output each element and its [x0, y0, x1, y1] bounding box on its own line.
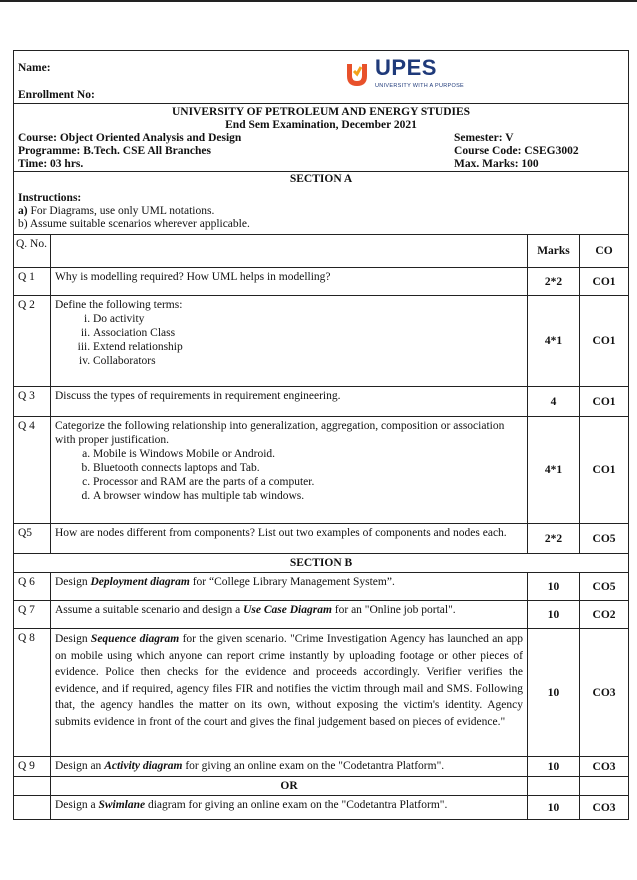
university-title: UNIVERSITY OF PETROLEUM AND ENERGY STUDIES: [171, 106, 471, 118]
section-b-row: [14, 554, 629, 573]
question-marks: 10: [528, 573, 580, 601]
question-marks: 4*1: [528, 296, 580, 387]
question-number: Q 1: [14, 268, 51, 296]
question-co: CO5: [580, 573, 629, 601]
question-text: Design a Swimlane diagram for giving an online exam on the "Codetantra Platform".: [51, 796, 528, 820]
list-item: b. Bluetooth connects laptops and Tab.: [93, 461, 523, 475]
question-row-q6: [14, 573, 629, 601]
q-no-header: Q. No.: [16, 238, 47, 250]
question-marks: 2*2: [528, 268, 580, 296]
upes-shield-icon: [345, 62, 369, 88]
question-number: Q 2: [14, 296, 51, 387]
list-item: a. Mobile is Windows Mobile or Android.: [93, 447, 523, 461]
question-co: CO1: [580, 296, 629, 387]
logo-tagline: UNIVERSITY WITH A PURPOSE: [375, 83, 465, 89]
or-row: [14, 777, 629, 796]
question-text: Design an Activity diagram for giving an online exam on the "Codetantra Platform".: [51, 757, 528, 777]
list-item: iv. Collaborators: [93, 354, 523, 368]
top-rule: [0, 0, 637, 2]
max-marks-label: Max. Marks: 100: [454, 158, 539, 170]
upes-logo: [345, 57, 464, 93]
logo-text: UPES: [375, 55, 437, 80]
enrollment-label: Enrollment No:: [18, 89, 95, 101]
question-row-q9: [14, 757, 629, 777]
exam-paper: [13, 50, 628, 820]
question-co: CO3: [580, 629, 629, 757]
question-marks: 10: [528, 796, 580, 820]
question-text: Discuss the types of requirements in requirement engineering.: [51, 387, 528, 417]
section-b-heading: SECTION B: [14, 554, 629, 573]
question-marks: 10: [528, 601, 580, 629]
marks-header: Marks: [537, 245, 570, 257]
course-label: Course: Object Oriented Analysis and Design: [18, 132, 242, 144]
question-co: CO1: [580, 268, 629, 296]
list-item: c. Processor and RAM are the parts of a computer.: [93, 475, 523, 489]
question-text: Design Deployment diagram for “College Library Management System”.: [51, 573, 528, 601]
question-text: Assume a suitable scenario and design a Use Case Diagram for an "Online job portal".: [51, 601, 528, 629]
instruction-a: a) For Diagrams, use only UML notations.: [18, 205, 215, 217]
question-text: Define the following terms:: [55, 299, 183, 311]
question-co: CO3: [580, 757, 629, 777]
question-number: Q5: [14, 524, 51, 554]
co-header: CO: [595, 245, 613, 257]
time-label: Time: 03 hrs.: [18, 158, 84, 170]
question-number: Q 3: [14, 387, 51, 417]
question-number: Q 7: [14, 601, 51, 629]
relationship-list: [55, 447, 523, 503]
or-separator: OR: [51, 777, 528, 796]
list-item: iii. Extend relationship: [93, 340, 523, 354]
question-row-q7: [14, 601, 629, 629]
question-row-q4: [14, 417, 629, 524]
programme-label: Programme: B.Tech. CSE All Branches: [18, 145, 211, 157]
question-row-q9-alt: [14, 796, 629, 820]
question-co: CO2: [580, 601, 629, 629]
term-list: [55, 312, 523, 368]
question-co: CO1: [580, 387, 629, 417]
question-number: Q 9: [14, 757, 51, 777]
student-info-row: [14, 51, 629, 104]
question-row-q8: [14, 629, 629, 757]
list-item: ii. Association Class: [93, 326, 523, 340]
question-co: CO1: [580, 417, 629, 524]
question-marks: 10: [528, 629, 580, 757]
semester-label: Semester: V: [454, 132, 514, 144]
question-text: How are nodes different from components? List out two examples of components and nodes each.: [51, 524, 528, 554]
question-marks: 10: [528, 757, 580, 777]
question-row-q5: [14, 524, 629, 554]
instruction-b: b) Assume suitable scenarios wherever applicable.: [18, 218, 250, 230]
course-code-label: Course Code: CSEG3002: [454, 145, 579, 157]
question-text: Categorize the following relationship into generalization, aggregation, composition or association with proper justification.: [55, 420, 505, 446]
instructions-row: [14, 172, 629, 235]
exam-info-row: [14, 104, 629, 172]
question-row-q3: [14, 387, 629, 417]
instructions-title: Instructions:: [18, 192, 82, 204]
question-number: Q 6: [14, 573, 51, 601]
list-item: i. Do activity: [93, 312, 523, 326]
question-marks: 2*2: [528, 524, 580, 554]
exam-title: End Sem Examination, December 2021: [225, 119, 417, 131]
question-text: Why is modelling required? How UML helps in modelling?: [51, 268, 528, 296]
name-label: Name:: [18, 62, 51, 74]
question-co: CO5: [580, 524, 629, 554]
question-row-q1: [14, 268, 629, 296]
question-row-q2: [14, 296, 629, 387]
question-co: CO3: [580, 796, 629, 820]
question-text: Design Sequence diagram for the given scenario. "Crime Investigation Agency has launched an app on mobile using which anyone can report crime instantly by uploading footage or other pieces of evidence. Police then checks for the evidence and proceeds accordingly. Verifier verifies the evidence, and if required, agency files FIR and notifies the victim through mail and SMS. Following that, the agency handles the matter on its own, without exposing the victim's identity. Agency submits evidence in front of the court and gives the final judgement based on pieces of evidence.": [51, 629, 528, 757]
column-header-row: [14, 235, 629, 268]
question-number: Q 8: [14, 629, 51, 757]
question-marks: 4: [528, 387, 580, 417]
section-a-heading: SECTION A: [289, 173, 353, 185]
question-marks: 4*1: [528, 417, 580, 524]
list-item: d. A browser window has multiple tab windows.: [93, 489, 523, 503]
exam-table: [13, 50, 629, 820]
question-number: Q 4: [14, 417, 51, 524]
